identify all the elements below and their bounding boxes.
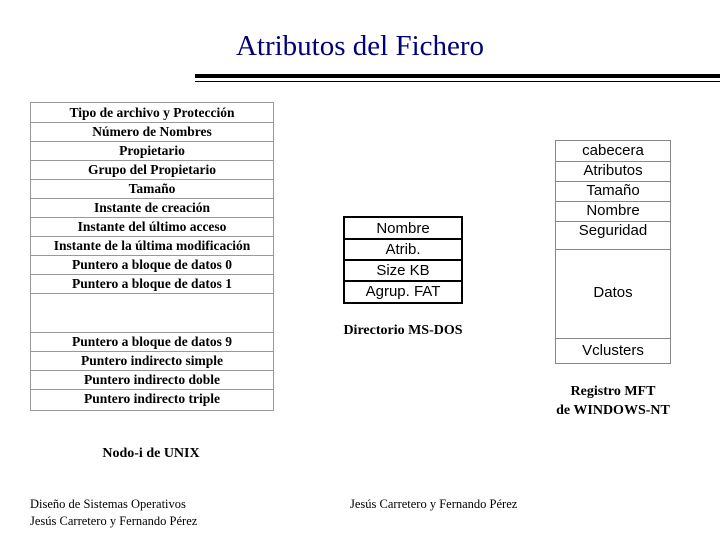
inode-caption: Nodo-i de UNIX <box>102 446 200 461</box>
inode-row: Puntero a bloque de datos 1 <box>72 276 232 291</box>
inode-table <box>30 102 274 411</box>
inode-row: Puntero a bloque de datos 9 <box>72 334 232 349</box>
footer-left <box>30 496 197 530</box>
inode-row: Tamaño <box>128 181 176 196</box>
inode-row: Propietario <box>119 143 185 158</box>
mft-header-row: Seguridad <box>578 222 648 239</box>
msdos-row: Nombre <box>376 220 430 237</box>
msdos-caption: Directorio MS-DOS <box>343 323 463 338</box>
inode-divider <box>31 293 273 294</box>
inode-row: Instante de la última modificación <box>53 238 251 253</box>
title-rule-thick <box>195 74 720 78</box>
inode-row: Puntero a bloque de datos 0 <box>72 257 232 272</box>
mft-header-row: Nombre <box>586 202 640 219</box>
msdos-entry <box>343 216 463 304</box>
msdos-row: Agrup. FAT <box>365 283 441 300</box>
msdos-row: Size KB <box>376 262 430 279</box>
footer-center: Jesús Carretero y Fernando Pérez <box>350 497 518 511</box>
mft-record <box>555 140 671 364</box>
inode-row: Instante del último acceso <box>77 219 227 234</box>
slide-title: Atributos del Fichero <box>235 30 485 62</box>
mft-caption-line2: de WINDOWS-NT <box>556 403 670 418</box>
mft-header-row: Tamaño <box>586 182 640 199</box>
title-rule-thin <box>195 81 720 82</box>
inode-row: Grupo del Propietario <box>88 162 216 177</box>
mft-vclusters: Vclusters <box>582 342 644 359</box>
inode-row: Puntero indirecto simple <box>81 353 223 368</box>
footer-course: Diseño de Sistemas Operativos <box>30 497 186 511</box>
inode-row: Puntero indirecto doble <box>83 372 220 387</box>
mft-header-row: cabecera <box>582 142 644 159</box>
footer-authors: Jesús Carretero y Fernando Pérez <box>30 514 198 528</box>
mft-data-area: Datos <box>593 284 633 301</box>
inode-row: Instante de creación <box>94 200 210 215</box>
inode-row: Tipo de archivo y Protección <box>69 105 235 120</box>
mft-caption-line1: Registro MFT <box>570 384 656 399</box>
msdos-row: Atrib. <box>385 241 421 258</box>
mft-header-row: Atributos <box>583 162 643 179</box>
inode-row: Puntero indirecto triple <box>84 391 220 406</box>
inode-row: Número de Nombres <box>92 124 212 139</box>
